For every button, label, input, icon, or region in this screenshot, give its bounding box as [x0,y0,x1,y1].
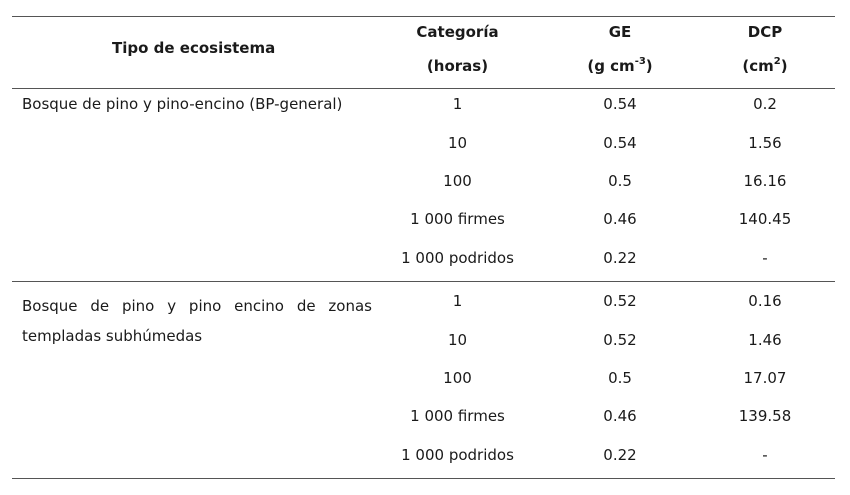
group-divider-rule [12,281,835,282]
header-dcp-unit: $(cm^2)$ [742,56,788,75]
group-1-row-3-category: 100 [443,172,472,190]
group-2-row-3-category: 100 [443,369,472,387]
group-2-row-4-dcp: 139.58 [738,407,792,425]
group-1-row-4-dcp: 140.45 [738,210,792,228]
group-1-row-5-category: 1 000 podridos [401,249,514,267]
group-2-row-1-dcp: 0.16 [748,292,782,310]
top-rule [12,16,835,17]
header-category-unit: (horas) [426,57,489,75]
group-2-row-2-category: 10 [447,331,468,349]
dcp-unit-base: cm [749,57,774,75]
group-1-row-5-dcp: - [762,249,768,267]
group-1-row-1-dcp: 0.2 [753,95,777,113]
group-2-row-2-ge: 0.52 [603,331,637,349]
group-1-row-2-dcp: 1.56 [748,134,782,152]
header-ge-unit: (g $cm^{-3}$) [587,56,653,75]
group-2-row-5-dcp: - [762,446,768,464]
group-1-row-4-ge: 0.46 [603,210,637,228]
group-1-row-3-dcp: 16.16 [743,172,787,190]
header-ecosystem: Tipo de ecosistema [112,39,276,57]
group-1-row-5-ge: 0.22 [603,249,637,267]
header-ge: GE [608,23,632,41]
header-rule [12,88,835,89]
ge-unit-base: g cm [594,57,635,75]
group-1-ecosystem: Bosque de pino y pino-encino (BP-general) [22,95,343,113]
group-2-row-2-dcp: 1.46 [748,331,782,349]
group-2-row-3-ge: 0.5 [608,369,632,387]
group-2-row-5-ge: 0.22 [603,446,637,464]
ge-unit-exp: -3 [634,56,646,67]
group-1-row-3-ge: 0.5 [608,172,632,190]
bottom-rule [12,478,835,479]
group-1-row-1-ge: 0.54 [603,95,637,113]
dcp-unit-exp: 2 [773,56,781,67]
group-1-row-4-category: 1 000 firmes [410,210,505,228]
group-2-row-5-category: 1 000 podridos [401,446,514,464]
group-2-row-3-dcp: 17.07 [743,369,787,387]
group-2-ecosystem: Bosque de pino y pino encino de zonas templadas subhúmedas [22,297,372,345]
group-1-row-2-category: 10 [447,134,468,152]
group-2-row-4-ge: 0.46 [603,407,637,425]
header-dcp: DCP [747,23,783,41]
group-2-row-1-category: 1 [452,292,463,310]
group-2-row-1-ge: 0.52 [603,292,637,310]
group-2-row-4-category: 1 000 firmes [410,407,505,425]
header-category: Categoría [416,23,499,41]
group-1-row-2-ge: 0.54 [603,134,637,152]
group-1-row-1-category: 1 [452,95,463,113]
